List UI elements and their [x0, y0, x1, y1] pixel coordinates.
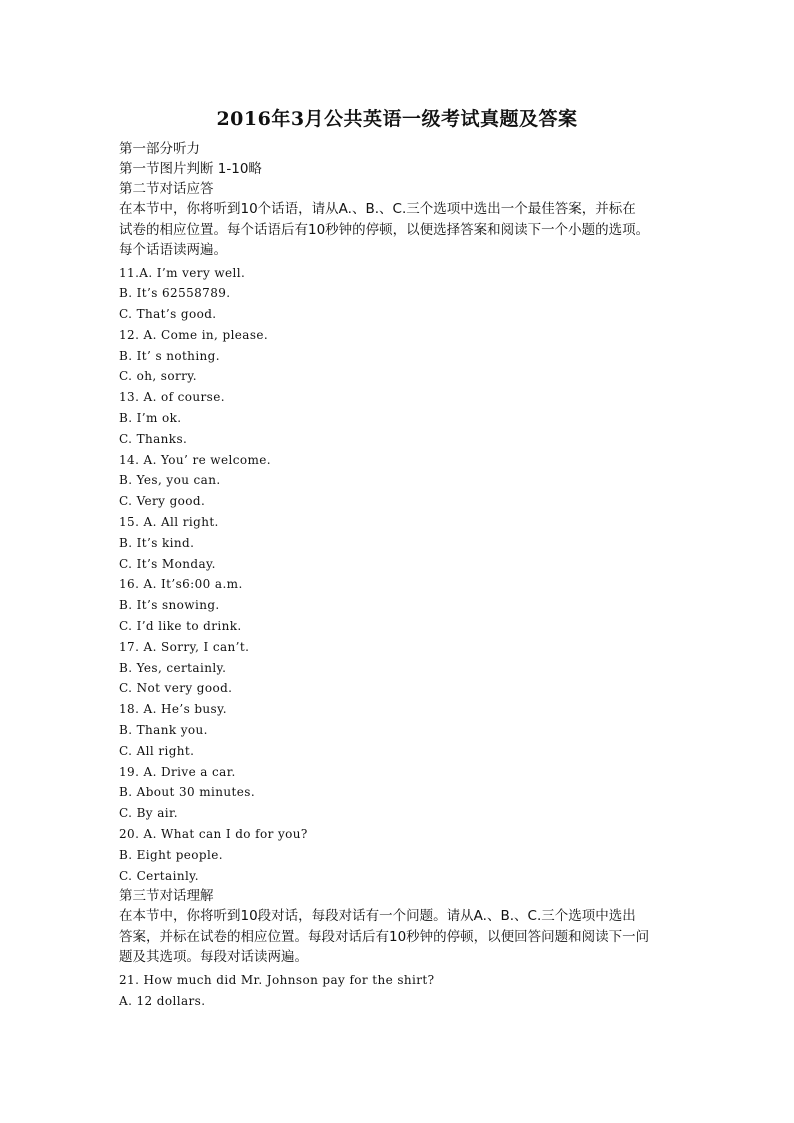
option-line: B. Yes, you can. — [119, 473, 221, 488]
option-line: B. It’s snowing. — [119, 598, 220, 613]
question-line: 16. A. It’s6:00 a.m. — [119, 577, 243, 592]
option-line: C. All right. — [119, 743, 195, 758]
option-line: B. I’m ok. — [119, 411, 182, 426]
instruction-line: 在本节中，你将听到10个话语，请从A.、B.、C.三个选项中选出一个最佳答案，并标在 — [119, 201, 636, 217]
question-line: 19. A. Drive a car. — [119, 764, 236, 779]
section3-questions — [119, 970, 679, 1012]
option-line: B. It’s 62558789. — [119, 286, 231, 301]
document-body — [119, 139, 679, 1012]
option-line: B. It’ s nothing. — [119, 348, 220, 363]
section2-questions — [119, 263, 679, 887]
option-line: C. Thanks. — [119, 431, 188, 446]
option-line: C. Very good. — [119, 494, 206, 509]
question-line: 18. A. He’s busy. — [119, 702, 227, 717]
section1-heading: 第一节图片判断 1-10略 — [119, 161, 262, 177]
question-line: 12. A. Come in, please. — [119, 327, 269, 342]
instruction-line: 答案，并标在试卷的相应位置。每段对话后有10秒钟的停顿，以便回答问题和阅读下一问 — [119, 928, 650, 945]
section2-heading: 第二节对话应答 — [119, 181, 214, 197]
instruction-line: 在本节中，你将听到10段对话，每段对话有一个问题。请从A.、B.、C.三个选项中选出 — [119, 908, 636, 925]
part-heading: 第一部分听力 — [119, 141, 200, 157]
question-line: 11.A. I’m very well. — [119, 265, 246, 280]
option-line: C. I’d like to drink. — [119, 619, 242, 634]
option-line: B. About 30 minutes. — [119, 785, 256, 800]
option-line: B. Eight people. — [119, 847, 223, 862]
section3-heading: 第三节对话理解 — [119, 888, 214, 905]
option-line: C. That’s good. — [119, 307, 217, 322]
section3-instructions — [119, 906, 679, 968]
option-line: B. It’s kind. — [119, 535, 195, 550]
option-line: C. By air. — [119, 806, 179, 821]
option-line: A. 12 dollars. — [119, 993, 206, 1008]
option-line: C. It’s Monday. — [119, 556, 216, 571]
question-line: 21. How much did Mr. Johnson pay for the shirt? — [119, 972, 435, 987]
instruction-line: 题及其选项。每段对话读两遍。 — [119, 949, 308, 966]
option-line: C. oh, sorry. — [119, 369, 198, 384]
option-line: C. Certainly. — [119, 868, 199, 883]
option-line: B. Yes, certainly. — [119, 660, 227, 675]
page-title: 2016年3月公共英语一级考试真题及答案 — [216, 108, 578, 130]
instruction-line: 试卷的相应位置。每个话语后有10秒钟的停顿，以便选择答案和阅读下一个小题的选项。 — [119, 221, 650, 238]
option-line: C. Not very good. — [119, 681, 233, 696]
question-line: 20. A. What can I do for you? — [119, 827, 308, 842]
question-line: 13. A. of course. — [119, 390, 225, 405]
question-line: 15. A. All right. — [119, 515, 219, 530]
question-line: 17. A. Sorry, I can’t. — [119, 639, 250, 654]
instruction-line: 每个话语读两遍。 — [119, 242, 227, 258]
option-line: B. Thank you. — [119, 723, 208, 738]
section2-instructions — [119, 199, 679, 261]
question-line: 14. A. You’ re welcome. — [119, 452, 271, 467]
